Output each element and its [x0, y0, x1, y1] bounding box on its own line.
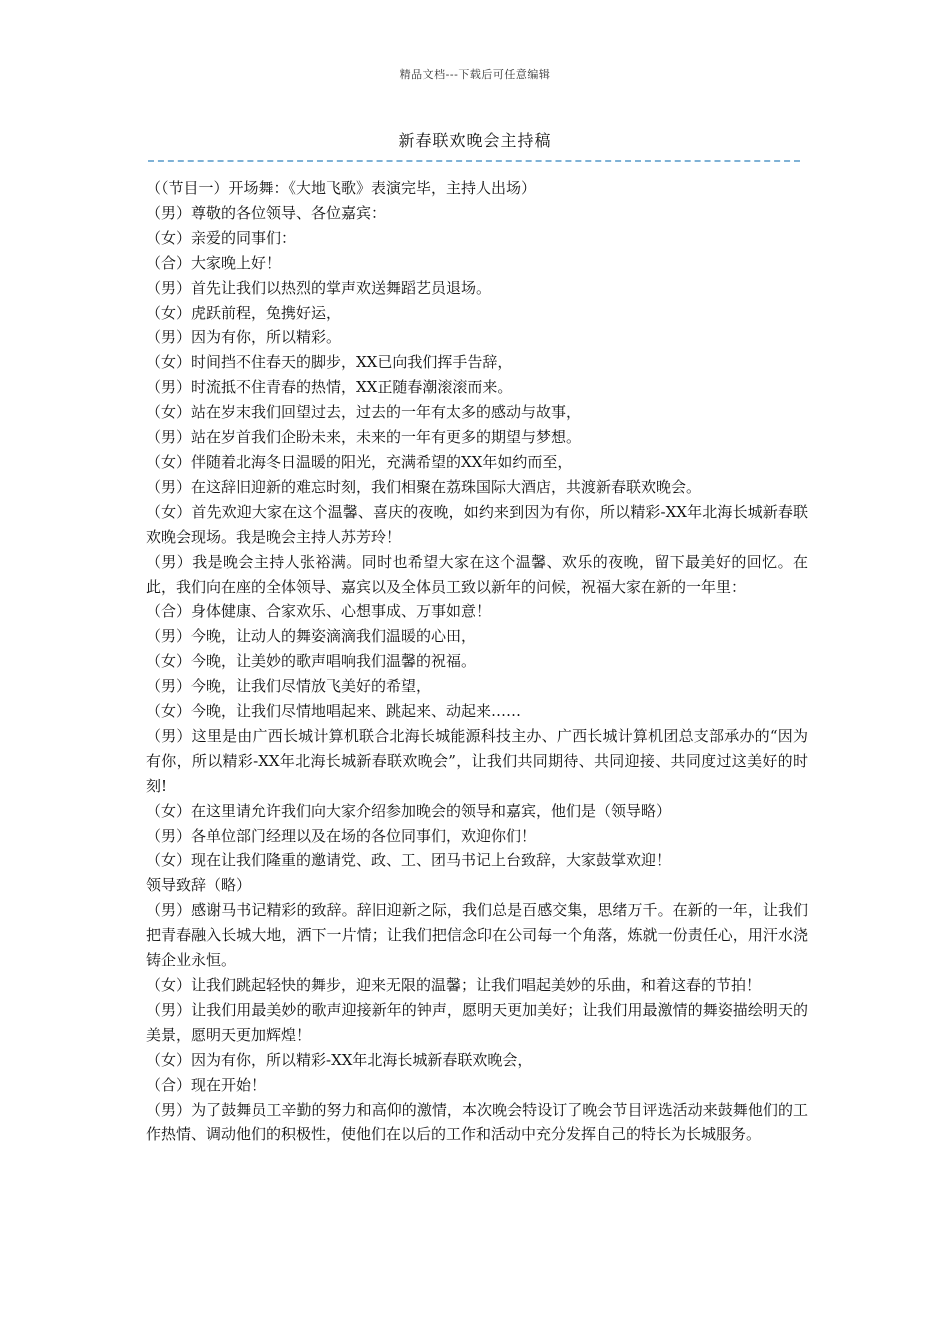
paragraph: （女）让我们跳起轻快的舞步，迎来无限的温馨；让我们唱起美妙的乐曲，和着这春的节拍！	[146, 976, 762, 994]
paragraph: （男）感谢马书记精彩的致辞。辞旧迎新之际，我们总是百感交集，思绪万千。在新的一年，让我们把青春融入长城大地，洒下一片情；让我们把信念印在公司每一个角落，炼就一份责任心，用汗水浇铸企业永恒。	[146, 901, 808, 970]
script-body	[146, 176, 808, 1147]
paragraph: （女）在这里请允许我们向大家介绍参加晚会的领导和嘉宾，他们是（领导略）	[146, 801, 672, 820]
paragraph: （男）为了鼓舞员工辛勤的努力和高仰的激情，本次晚会特设订了晚会节目评选活动来鼓舞他们的工作热情、调动他们的积极性，使他们在以后的工作和活动中充分发挥自己的特长为长城服务。	[146, 1100, 808, 1144]
paragraph: （女）亲爱的同事们：	[146, 228, 297, 247]
paragraph: （女）虎跃前程，兔携好运，	[146, 303, 342, 322]
header-note: 精品文档---下载后可任意编辑	[399, 68, 551, 81]
title-divider	[148, 160, 800, 162]
paragraph: （男）今晚，让我们尽情放飞美好的希望，	[146, 677, 432, 696]
paragraph: （女）首先欢迎大家在这个温馨、喜庆的夜晚，如约来到因为有你，所以精彩-XX年北海长城新春联欢晚会现场。我是晚会主持人苏芳玲！	[146, 502, 808, 546]
paragraph: （男）尊敬的各位领导、各位嘉宾：	[146, 203, 387, 222]
paragraph: （男）时流抵不住青春的热情，XX正随春潮滚滚而来。	[146, 378, 513, 397]
paragraph: （男）这里是由广西长城计算机联合北海长城能源科技主办、广西长城计算机团总支部承办的“因为有你，所以精彩-XX年北海长城新春联欢晚会”，让我们共同期待、共同迎接、共同度过这美好的时刻!	[146, 726, 808, 795]
paragraph: （女）伴随着北海冬日温暖的阳光，充满希望的XX年如约而至，	[146, 452, 573, 471]
paragraph: （女）因为有你，所以精彩-XX年北海长城新春联欢晚会，	[146, 1050, 533, 1069]
paragraph: （女）现在让我们隆重的邀请党、政、工、团马书记上台致辞，大家鼓掌欢迎！	[146, 851, 672, 870]
paragraph: （男）站在岁首我们企盼未来，未来的一年有更多的期望与梦想。	[146, 428, 582, 447]
paragraph: （男）让我们用最美妙的歌声迎接新年的钟声，愿明天更加美好；让我们用最激情的舞姿描绘明天的美景，愿明天更加辉煌！	[146, 1000, 808, 1044]
paragraph: （男）因为有你，所以精彩。	[146, 328, 342, 347]
paragraph: 领导致辞（略）	[146, 876, 252, 895]
paragraph: （男）首先让我们以热烈的掌声欢送舞蹈艺员退场。	[146, 278, 492, 297]
paragraph: （女）今晚，让我们尽情地唱起来、跳起来、动起来……	[146, 702, 522, 721]
paragraph: （男）今晚，让动人的舞姿滴滴我们温暖的心田，	[146, 627, 477, 646]
paragraph: （女）今晚，让美妙的歌声唱响我们温馨的祝福。	[146, 652, 477, 671]
paragraph: （女）时间挡不住春天的脚步，XX已向我们挥手告辞，	[146, 353, 513, 372]
document-title: 新春联欢晚会主持稿	[398, 131, 552, 150]
paragraph: （合）现在开始！	[146, 1075, 267, 1094]
paragraph: （男）我是晚会主持人张裕满。同时也希望大家在这个温馨、欢乐的夜晚，留下最美好的回忆。在此，我们向在座的全体领导、嘉宾以及全体员工致以新年的问候，祝福大家在新的一年里：	[146, 552, 808, 596]
paragraph: （女）站在岁末我们回望过去，过去的一年有太多的感动与故事，	[146, 403, 582, 422]
paragraph: （合）大家晚上好！	[146, 253, 282, 272]
paragraph: （合）身体健康、合家欢乐、心想事成、万事如意！	[146, 602, 492, 621]
paragraph: （（节目一）开场舞：《大地飞歌》表演完毕，主持人出场）	[146, 179, 537, 197]
paragraph: （男）在这辞旧迎新的难忘时刻，我们相聚在荔珠国际大酒店，共渡新春联欢晚会。	[146, 477, 702, 496]
paragraph: （男）各单位部门经理以及在场的各位同事们，欢迎你们！	[146, 826, 537, 845]
